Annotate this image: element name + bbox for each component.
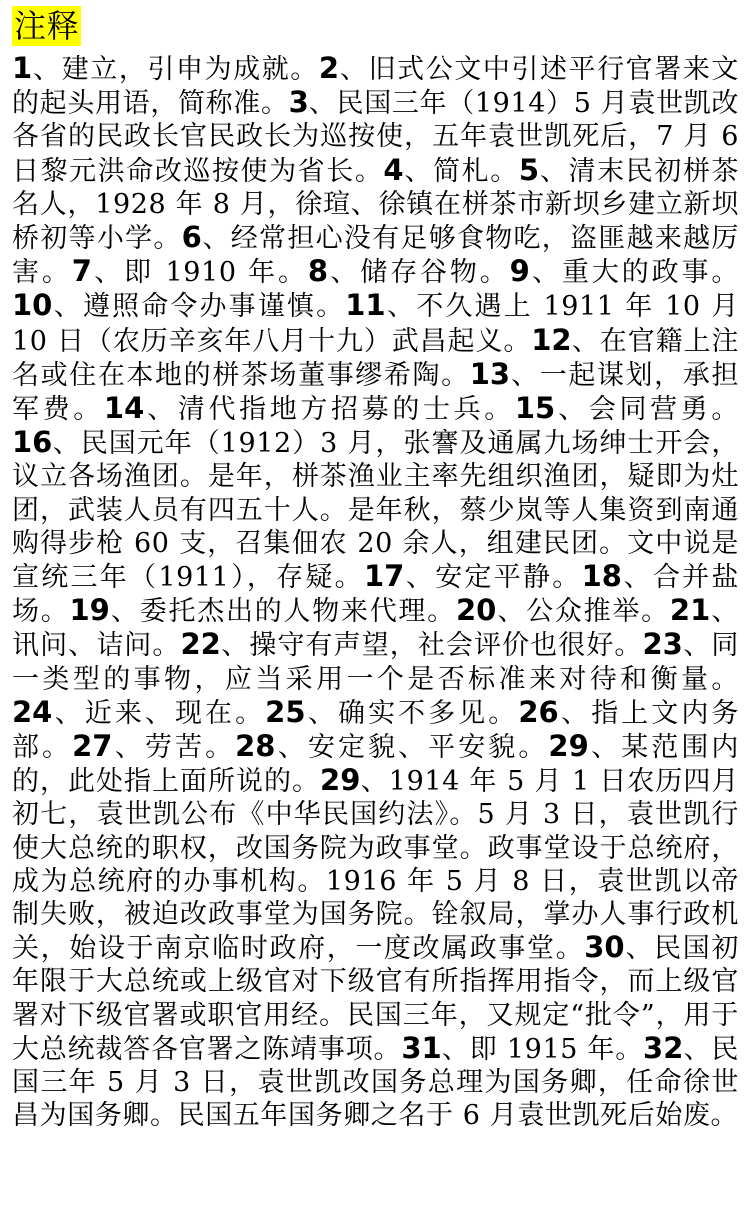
note-text: 、合并盐场。 [12,562,739,628]
note-text: 、公众推举。 [496,596,670,628]
note-text: 、民国三年（1914）5 月袁世凯改各省的民政长官民政长为巡按使，五年袁世凯死后，7 月 6 日黎元洪命改巡按使为省长。 [12,88,739,187]
note-number: 2 [318,51,340,85]
note-text: 、不久遇上 1911 年 10 月 10 日（农历辛亥年八月十九）武昌起义。 [12,291,739,357]
note-number: 13 [469,356,511,391]
notes-body [12,52,739,1133]
note-text: 、清末民初栟茶名人，1928 年 8 月，徐瑄、徐镇在栟茶市新坝乡建立新坝桥初等小学。 [12,155,739,255]
page-title: 注释 [14,7,80,45]
note-number: 3 [288,85,309,120]
note-number: 26 [518,694,559,729]
note-text: 、同一类型的事物，应当采用一个是否标准来对待和衡量。 [12,630,739,695]
note-number: 6 [181,220,202,255]
note-number: 7 [71,254,92,289]
note-number: 10 [12,288,53,323]
note-number: 15 [514,391,556,426]
annotation-page [12,6,739,1133]
note-text: 、重大的政事。 [529,257,739,289]
note-text: 、储存谷物。 [328,257,510,289]
note-text: 、1914 年 5 月 1 日农历四月初七，袁世凯公布《中华民国约法》。5 月 3 日，袁世凯行使大总统的职权，改国务院为政事堂。政事堂设于总统府，成为总统府的办事机构。1916 年 5 月 8 日，袁世凯以帝制失败，被迫改政事堂为国务院。铨叙局，掌办人事行政机关，始设于南京临时政府，一度改属政事堂。 [12,766,739,965]
note-number: 16 [12,425,53,460]
note-number: 14 [103,391,145,426]
note-text: 、一起谋划，承担军费。 [12,359,739,426]
note-text: 、民国三年 5 月 3 日，袁世凯改国务总理为国务卿，任命徐世昌为国务卿。民国五年国务卿之名于 6 月袁世凯死后始废。 [12,1033,739,1132]
note-number: 24 [12,694,53,729]
note-text: 、劳苦。 [112,732,236,764]
note-number: 31 [401,1030,442,1065]
note-number: 25 [265,694,306,729]
note-number: 29 [548,729,589,764]
note-text: 、在官籍上注名或住在本地的栟茶场董事缪希陶。 [12,325,739,391]
note-number: 17 [363,559,405,594]
note-text: 、即 1910 年。 [91,257,308,289]
note-number: 28 [235,729,276,764]
note-text: 、旧式公文中引述平行官署来文的起头用语，简称准。 [12,54,739,120]
note-text: 、建立，引申为成就。 [32,54,319,85]
note-number: 27 [72,729,113,764]
note-number: 30 [584,930,625,965]
note-text: 、某范围内的，此处指上面所说的。 [12,732,740,798]
note-text: 、近来、现在。 [52,697,266,729]
note-text: 、会同营勇。 [555,394,739,426]
note-text: 、清代指地方招募的士兵。 [144,394,515,426]
note-text: 、即 1915 年。 [441,1033,644,1065]
note-text: 、经常担心没有足够食物吃，盗匪越来越厉害。 [12,223,739,289]
note-text: 、民国元年（1912）3 月，张謇及通属九场绅士开会，议立各场渔团。是年，栟茶渔业主率先组织渔团，疑即为灶团，武装人员有四五十人。是年秋，蔡少岚等人集资到南通购得步枪 60 支，召集佃农 20 余人，组建民团。文中说是宣统三年（1911），存疑。 [12,428,739,594]
note-number: 5 [518,152,540,187]
note-number: 8 [307,254,329,289]
note-number: 23 [642,627,683,662]
note-text: 、民国初年限于大总统或上级官对下级官有所指挥用指令，而上级官署对下级官署或职官用经。民国三年，又规定“批令”，用于大总统裁答各官署之陈靖事项。 [12,933,740,1065]
note-number: 18 [581,559,622,594]
note-text: 、安定貌、平安貌。 [275,732,549,764]
note-number: 9 [509,254,530,289]
note-number: 22 [180,627,221,662]
note-number: 12 [531,322,572,357]
note-number: 20 [455,593,497,628]
note-number: 4 [383,152,404,187]
note-text: 、委托杰出的人物来代理。 [109,596,456,628]
note-text: 、简札。 [403,155,519,187]
note-number: 19 [69,593,110,628]
note-number: 29 [320,763,361,798]
note-number: 11 [345,288,386,323]
note-text: 、讯问、诘问。 [12,596,740,662]
note-text: 、遵照命令办事谨慎。 [52,291,346,323]
note-text: 、操守有声望，社会评价也很好。 [220,630,643,662]
note-text: 、指上文内务部。 [12,697,740,764]
note-number: 1 [12,51,33,85]
note-number: 32 [643,1030,684,1065]
note-text: 、安定平静。 [404,562,582,594]
note-number: 21 [669,593,711,628]
note-text: 、确实不多见。 [305,697,519,729]
